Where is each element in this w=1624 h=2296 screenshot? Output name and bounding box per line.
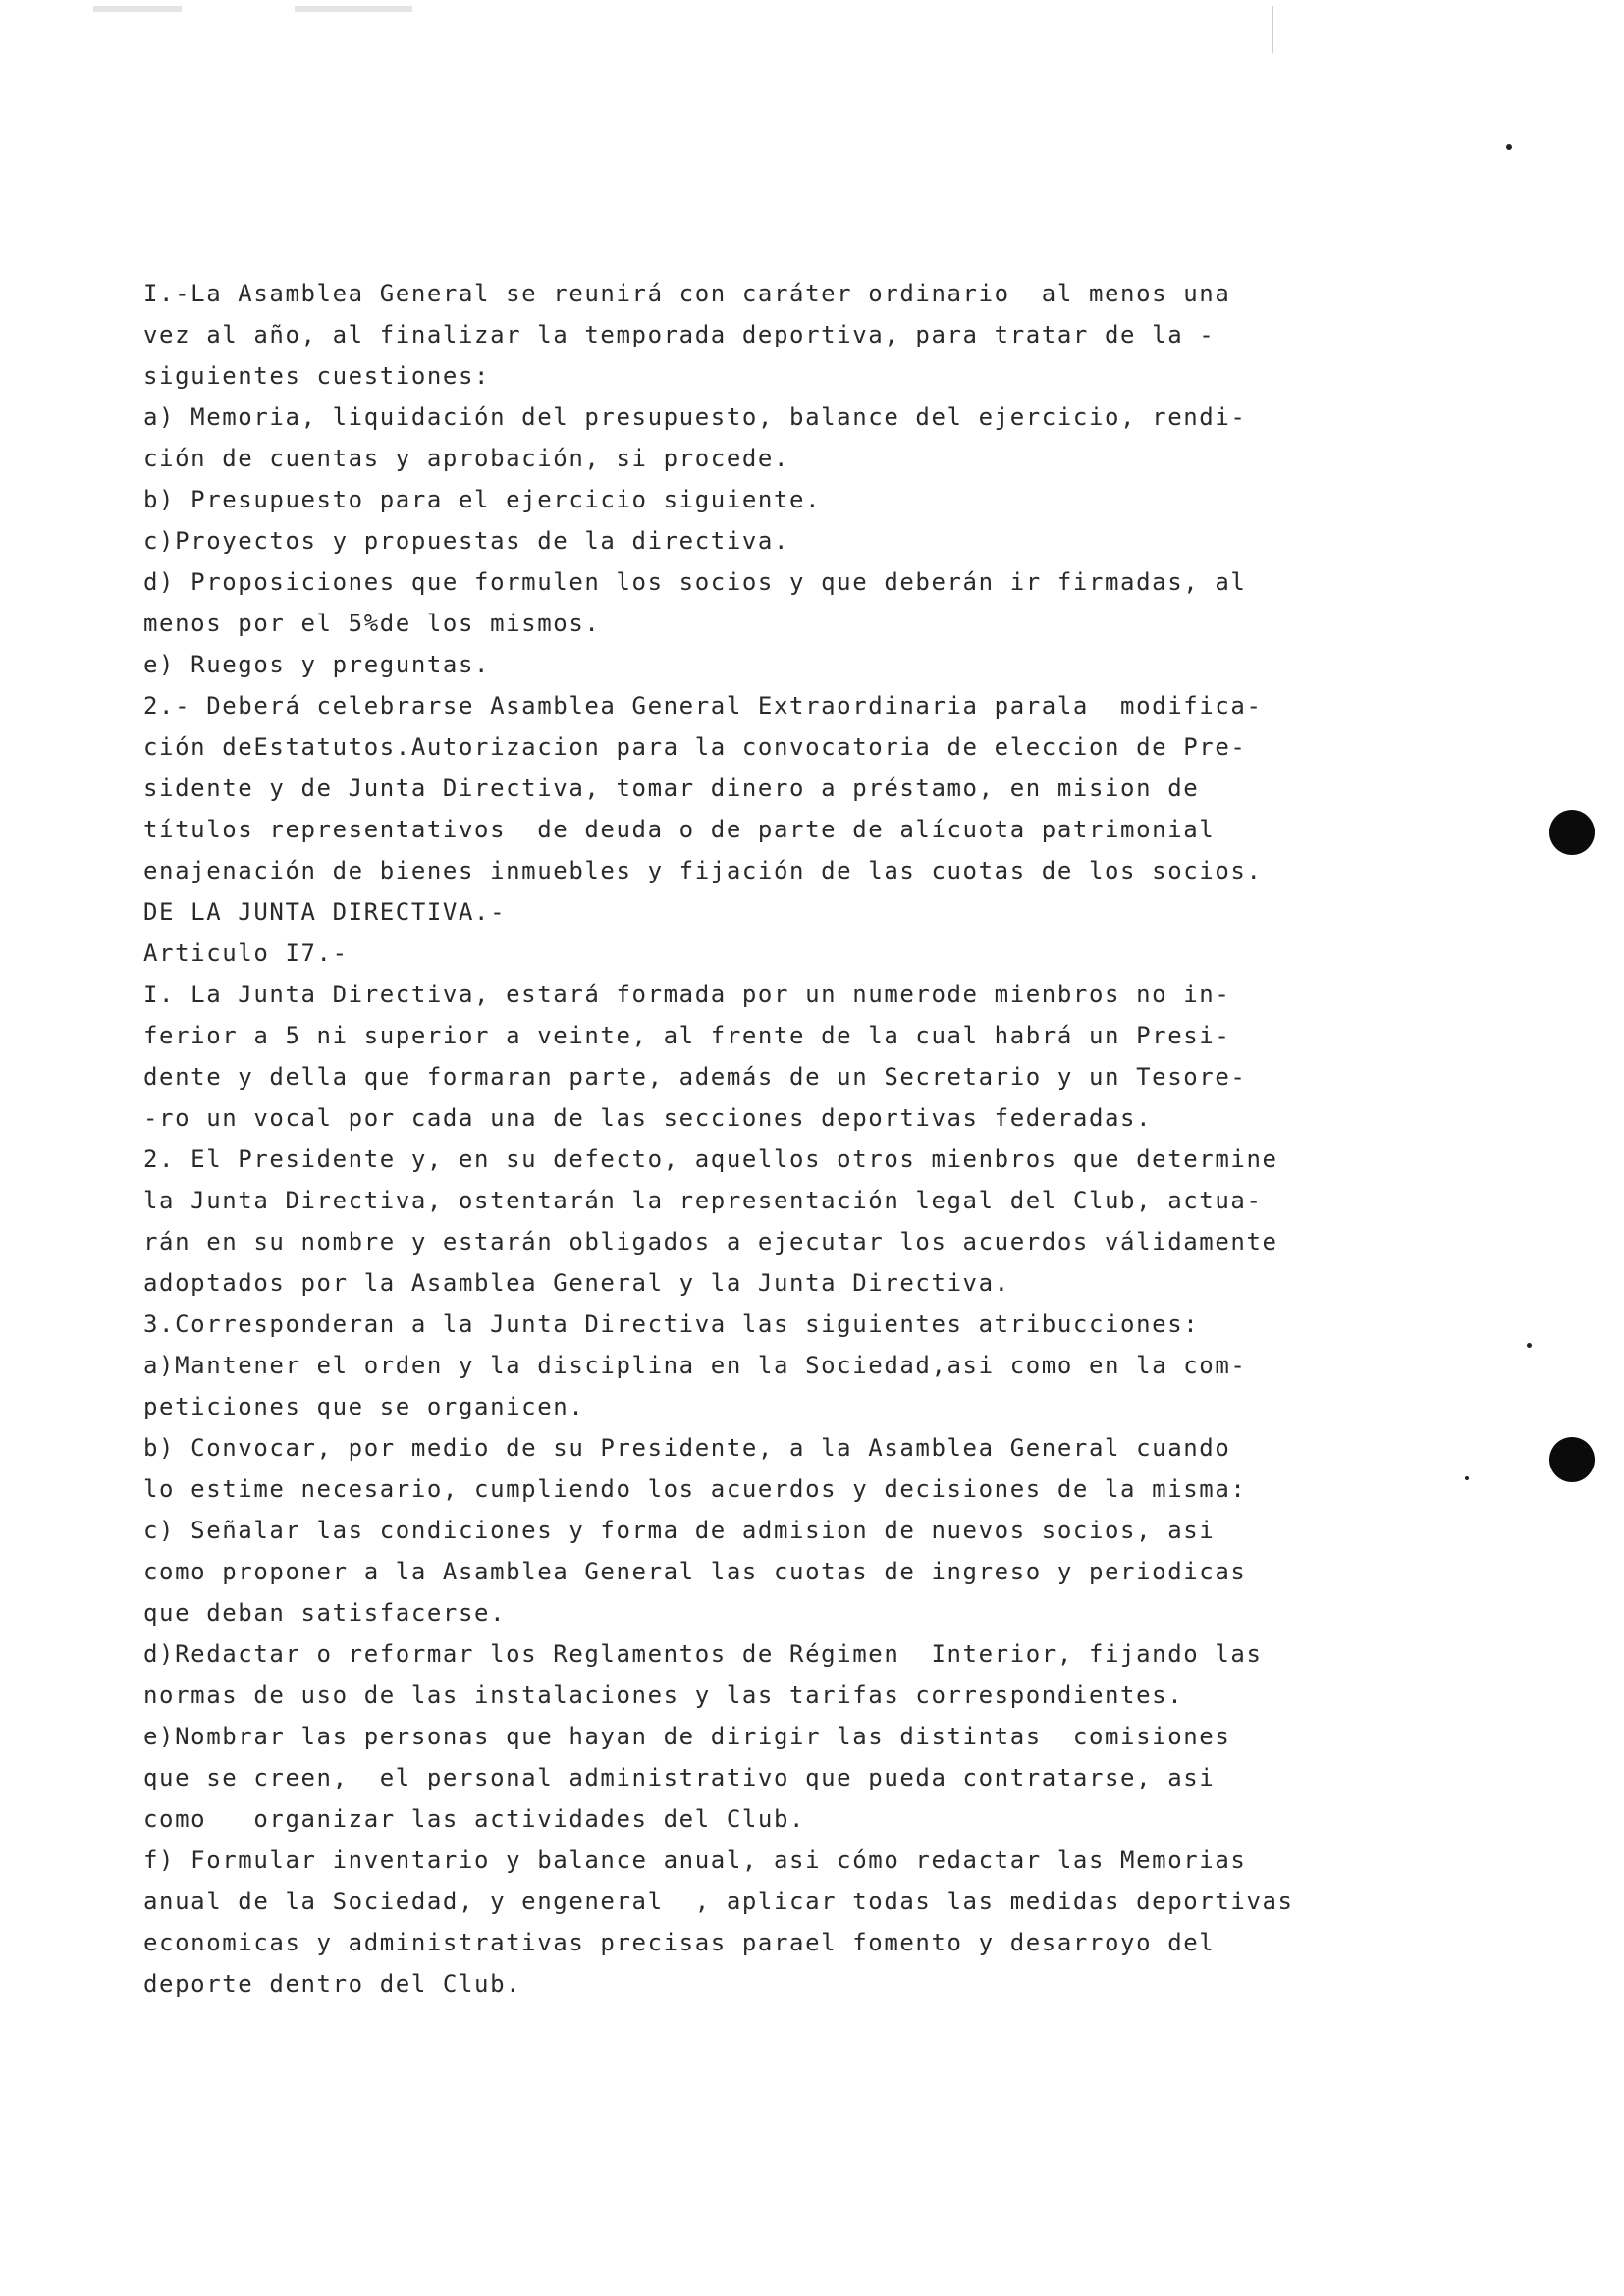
- text-line: siguientes cuestiones:: [143, 362, 491, 390]
- speck: [1465, 1476, 1469, 1480]
- text-line: la Junta Directiva, ostentarán la representación legal del Club, actua-: [143, 1187, 1263, 1214]
- text-line: vez al año, al finalizar la temporada deportiva, para tratar de la -: [143, 321, 1216, 348]
- text-line: que se creen, el personal administrativo que pueda contratarse, asi: [143, 1764, 1216, 1791]
- text-line: I.-La Asamblea General se reunirá con caráter ordinario al menos una: [143, 280, 1231, 307]
- scan-smudge: [93, 6, 182, 12]
- text-line: 2. El Presidente y, en su defecto, aquellos otros mienbros que determine: [143, 1146, 1278, 1173]
- text-line: menos por el 5%de los mismos.: [143, 610, 601, 637]
- scan-smudge: [295, 6, 412, 12]
- typed-text-body: [143, 273, 1322, 2004]
- text-line: rán en su nombre y estarán obligados a ejecutar los acuerdos válidamente: [143, 1228, 1278, 1255]
- text-line: adoptados por la Asamblea General y la Junta Directiva.: [143, 1269, 1010, 1297]
- text-line: e)Nombrar las personas que hayan de dirigir las distintas comisiones: [143, 1723, 1231, 1750]
- section-heading: DE LA JUNTA DIRECTIVA.-: [143, 898, 507, 926]
- text-line: d) Proposiciones que formulen los socios y que deberán ir firmadas, al: [143, 568, 1247, 596]
- text-line: c) Señalar las condiciones y forma de admision de nuevos socios, asi: [143, 1517, 1216, 1544]
- text-line: como organizar las actividades del Club.: [143, 1805, 806, 1833]
- text-line: 2.- Deberá celebrarse Asamblea General Extraordinaria parala modifica-: [143, 692, 1263, 720]
- text-line: lo estime necesario, cumpliendo los acuerdos y decisiones de la misma:: [143, 1475, 1247, 1503]
- article-heading: Articulo I7.-: [143, 939, 349, 967]
- text-line: ción deEstatutos.Autorizacion para la convocatoria de eleccion de Pre-: [143, 733, 1247, 761]
- text-line: anual de la Sociedad, y engeneral , aplicar todas las medidas deportivas: [143, 1888, 1294, 1915]
- text-line: que deban satisfacerse.: [143, 1599, 507, 1627]
- text-line: d)Redactar o reformar los Reglamentos de Régimen Interior, fijando las: [143, 1640, 1263, 1668]
- text-line: a)Mantener el orden y la disciplina en la Sociedad,asi como en la com-: [143, 1352, 1247, 1379]
- speck: [1506, 144, 1512, 150]
- text-line: ferior a 5 ni superior a veinte, al frente de la cual habrá un Presi-: [143, 1022, 1231, 1049]
- text-line: ción de cuentas y aprobación, si procede.: [143, 445, 790, 472]
- text-line: -ro un vocal por cada una de las secciones deportivas federadas.: [143, 1104, 1153, 1132]
- text-line: sidente y de Junta Directiva, tomar dinero a préstamo, en mision de: [143, 774, 1200, 802]
- punch-hole: [1549, 810, 1595, 855]
- punch-hole: [1549, 1437, 1595, 1482]
- scan-artifact-mark: [1272, 6, 1273, 53]
- text-line: dente y della que formaran parte, además de un Secretario y un Tesore-: [143, 1063, 1247, 1091]
- text-line: b) Presupuesto para el ejercicio siguiente.: [143, 486, 822, 513]
- text-line: deporte dentro del Club.: [143, 1970, 522, 1998]
- text-line: títulos representativos de deuda o de parte de alícuota patrimonial: [143, 816, 1216, 843]
- text-line: I. La Junta Directiva, estará formada por un numerode mienbros no in-: [143, 981, 1231, 1008]
- text-line: f) Formular inventario y balance anual, asi cómo redactar las Memorias: [143, 1846, 1247, 1874]
- text-line: 3.Corresponderan a la Junta Directiva las siguientes atribucciones:: [143, 1310, 1200, 1338]
- text-line: como proponer a la Asamblea General las cuotas de ingreso y periodicas: [143, 1558, 1247, 1585]
- text-line: normas de uso de las instalaciones y las tarifas correspondientes.: [143, 1682, 1184, 1709]
- text-line: economicas y administrativas precisas parael fomento y desarroyo del: [143, 1929, 1216, 1956]
- text-line: enajenación de bienes inmuebles y fijación de las cuotas de los socios.: [143, 857, 1263, 884]
- text-line: c)Proyectos y propuestas de la directiva.: [143, 527, 790, 555]
- speck: [1527, 1343, 1532, 1348]
- text-line: b) Convocar, por medio de su Presidente, a la Asamblea General cuando: [143, 1434, 1231, 1462]
- text-line: e) Ruegos y preguntas.: [143, 651, 491, 678]
- text-line: peticiones que se organicen.: [143, 1393, 585, 1420]
- text-line: a) Memoria, liquidación del presupuesto, balance del ejercicio, rendi-: [143, 403, 1247, 431]
